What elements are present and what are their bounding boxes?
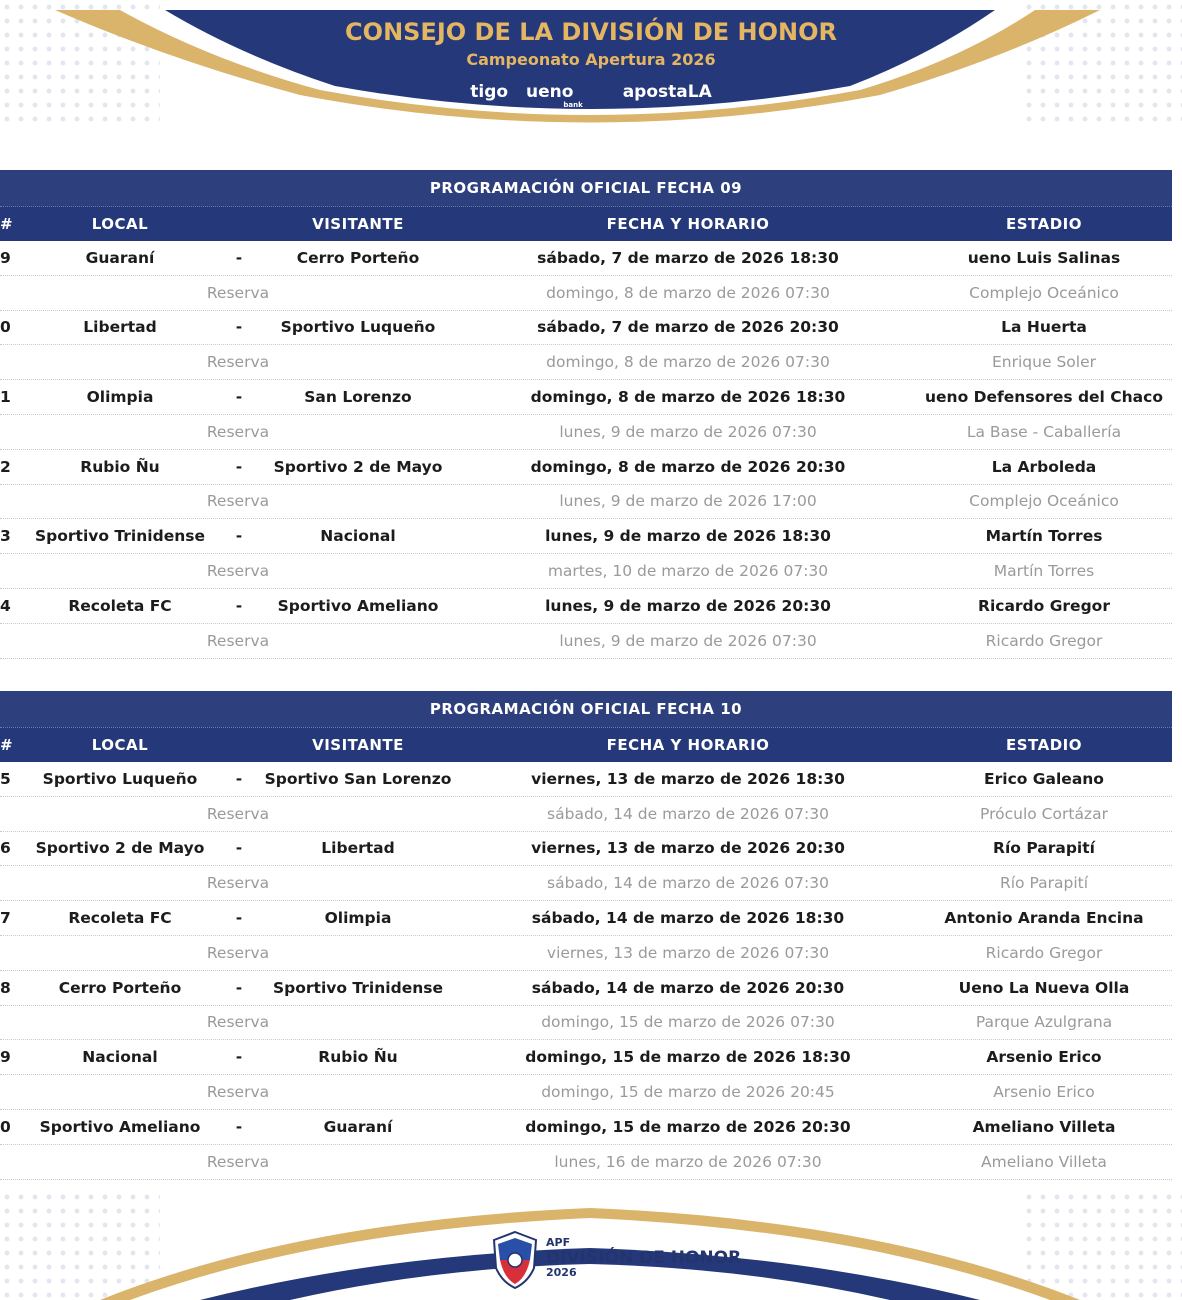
match-number: 6 (0, 839, 11, 858)
reserve-datetime: domingo, 15 de marzo de 2026 20:45 (541, 1083, 835, 1102)
reserve-datetime: domingo, 8 de marzo de 2026 07:30 (546, 353, 830, 372)
reserve-row (0, 797, 1172, 832)
table-header (0, 206, 1172, 241)
col-header-fecha: FECHA Y HORARIO (606, 215, 770, 233)
schedule-section-fecha-10 (0, 691, 1172, 1180)
match-number: 2 (0, 457, 11, 476)
reserve-label: Reserva (206, 1013, 270, 1032)
reserve-stadium: Ricardo Gregor (985, 631, 1103, 650)
match-row (0, 589, 1172, 624)
vs-separator: - (235, 596, 243, 615)
reserve-datetime: martes, 10 de marzo de 2026 07:30 (547, 562, 829, 581)
match-row (0, 519, 1172, 554)
reserve-row (0, 866, 1172, 901)
local-team: Guaraní (85, 248, 155, 267)
local-team: Rubio Ñu (80, 457, 160, 476)
match-stadium: ueno Defensores del Chaco (925, 388, 1163, 407)
reserve-row (0, 1075, 1172, 1110)
reserve-row (0, 485, 1172, 520)
col-header-num: # (0, 736, 14, 754)
reserve-datetime: lunes, 9 de marzo de 2026 17:00 (559, 492, 817, 511)
reserve-datetime: sábado, 14 de marzo de 2026 07:30 (547, 804, 829, 823)
visiting-team: San Lorenzo (304, 388, 412, 407)
col-header-estadio: ESTADIO (1005, 736, 1082, 754)
match-number: 9 (0, 248, 11, 267)
match-datetime: sábado, 14 de marzo de 2026 18:30 (531, 909, 845, 928)
col-header-local: LOCAL (91, 736, 149, 754)
reserve-row (0, 624, 1172, 659)
local-team: Libertad (83, 318, 157, 337)
match-row (0, 971, 1172, 1006)
match-datetime: lunes, 9 de marzo de 2026 18:30 (545, 527, 831, 546)
reserve-stadium: Enrique Soler (992, 353, 1096, 372)
footer-year: 2026 (546, 1266, 577, 1279)
col-header-visitante: VISITANTE (312, 736, 404, 754)
reserve-stadium: Martín Torres (993, 562, 1095, 581)
reserve-datetime: domingo, 15 de marzo de 2026 07:30 (541, 1013, 835, 1032)
match-number: 5 (0, 769, 11, 788)
reserve-label: Reserva (206, 804, 270, 823)
visiting-team: Rubio Ñu (318, 1048, 398, 1067)
match-stadium: ueno Luis Salinas (967, 248, 1121, 267)
reserve-stadium: Complejo Oceánico (969, 492, 1119, 511)
local-team: Sportivo 2 de Mayo (35, 839, 205, 858)
reserve-stadium: Próculo Cortázar (980, 804, 1108, 823)
match-row (0, 901, 1172, 936)
sponsor-logos (0, 82, 1182, 109)
reserve-label: Reserva (206, 1083, 270, 1102)
visiting-team: Libertad (321, 839, 395, 858)
match-stadium: Arsenio Erico (986, 1048, 1102, 1067)
vs-separator: - (235, 318, 243, 337)
sponsor-logo-ueno: ueno (525, 82, 574, 102)
reserve-row (0, 936, 1172, 971)
vs-separator: - (235, 388, 243, 407)
vs-separator: - (235, 1117, 243, 1136)
reserve-row (0, 1006, 1172, 1041)
local-team: Recoleta FC (68, 909, 172, 928)
reserve-label: Reserva (206, 283, 270, 302)
match-row (0, 1110, 1172, 1145)
reserve-stadium: La Base - Caballería (966, 422, 1122, 441)
reserve-datetime: viernes, 13 de marzo de 2026 07:30 (546, 943, 830, 962)
reserve-stadium: Parque Azulgrana (975, 1013, 1113, 1032)
match-number: 8 (0, 978, 11, 997)
vs-separator: - (235, 978, 243, 997)
reserve-row (0, 415, 1172, 450)
section-title: PROGRAMACIÓN OFICIAL FECHA 09 (0, 170, 1172, 206)
match-number: 1 (0, 388, 11, 407)
footer-banner-shape (0, 1180, 1182, 1300)
vs-separator: - (235, 248, 243, 267)
section-title: PROGRAMACIÓN OFICIAL FECHA 10 (0, 691, 1172, 727)
match-datetime: domingo, 15 de marzo de 2026 20:30 (525, 1117, 851, 1136)
match-number: 7 (0, 909, 11, 928)
page-subtitle: Campeonato Apertura 2026 (466, 50, 716, 69)
match-number: 0 (0, 1117, 11, 1136)
page-title: CONSEJO DE LA DIVISIÓN DE HONOR (345, 18, 837, 46)
match-datetime: domingo, 8 de marzo de 2026 18:30 (530, 388, 846, 407)
visiting-team: Cerro Porteño (296, 248, 420, 267)
reserve-label: Reserva (206, 422, 270, 441)
reserve-stadium: Complejo Oceánico (969, 283, 1119, 302)
reserve-stadium: Arsenio Erico (993, 1083, 1095, 1102)
visiting-team: Nacional (320, 527, 396, 546)
reserve-datetime: lunes, 9 de marzo de 2026 07:30 (559, 422, 817, 441)
reserve-label: Reserva (206, 943, 270, 962)
match-datetime: sábado, 7 de marzo de 2026 18:30 (537, 248, 839, 267)
reserve-label: Reserva (206, 631, 270, 650)
reserve-row (0, 554, 1172, 589)
reserve-label: Reserva (206, 353, 270, 372)
match-datetime: sábado, 7 de marzo de 2026 20:30 (537, 318, 839, 337)
match-number: 9 (0, 1048, 11, 1067)
match-stadium: La Huerta (1001, 318, 1087, 337)
footer-banner (0, 1180, 1182, 1300)
match-datetime: viernes, 13 de marzo de 2026 20:30 (531, 839, 845, 858)
local-team: Sportivo Ameliano (39, 1117, 201, 1136)
local-team: Sportivo Luqueño (42, 769, 198, 788)
vs-separator: - (235, 909, 243, 928)
table-body (0, 241, 1172, 659)
match-row (0, 311, 1172, 346)
vs-separator: - (235, 839, 243, 858)
reserve-datetime: domingo, 8 de marzo de 2026 07:30 (546, 283, 830, 302)
match-row (0, 450, 1172, 485)
match-stadium: Ameliano Villeta (972, 1117, 1116, 1136)
col-header-fecha: FECHA Y HORARIO (606, 736, 770, 754)
local-team: Cerro Porteño (58, 978, 182, 997)
match-number: 4 (0, 596, 11, 615)
table-body (0, 762, 1172, 1180)
schedule-section-fecha-09 (0, 170, 1172, 659)
visiting-team: Sportivo San Lorenzo (264, 769, 452, 788)
sponsor-logo-ueno-bank: bank (563, 101, 583, 109)
reserve-label: Reserva (206, 562, 270, 581)
match-stadium: La Arboleda (991, 457, 1097, 476)
local-team: Sportivo Trinidense (35, 527, 205, 546)
vs-separator: - (235, 1048, 243, 1067)
match-stadium: Martín Torres (985, 527, 1103, 546)
local-team: Recoleta FC (68, 596, 172, 615)
match-datetime: domingo, 8 de marzo de 2026 20:30 (530, 457, 846, 476)
reserve-row (0, 276, 1172, 311)
match-datetime: domingo, 15 de marzo de 2026 18:30 (525, 1048, 851, 1067)
match-stadium: Ricardo Gregor (978, 596, 1110, 615)
footer-apf: APF (546, 1236, 571, 1249)
visiting-team: Olimpia (324, 909, 392, 928)
match-stadium: Antonio Aranda Encina (944, 909, 1144, 928)
reserve-label: Reserva (206, 874, 270, 893)
match-stadium: Ueno La Nueva Olla (958, 978, 1130, 997)
reserve-stadium: Río Parapití (999, 874, 1089, 893)
reserve-label: Reserva (206, 492, 270, 511)
match-row (0, 762, 1172, 797)
table-header (0, 727, 1172, 762)
col-header-num: # (0, 215, 14, 233)
visiting-team: Sportivo 2 de Mayo (273, 457, 443, 476)
reserve-datetime: lunes, 16 de marzo de 2026 07:30 (554, 1152, 822, 1171)
reserve-datetime: lunes, 9 de marzo de 2026 07:30 (559, 631, 817, 650)
apf-shield-icon (490, 1230, 540, 1290)
visiting-team: Sportivo Luqueño (280, 318, 436, 337)
match-stadium: Erico Galeano (984, 769, 1104, 788)
match-datetime: viernes, 13 de marzo de 2026 18:30 (531, 769, 845, 788)
visiting-team: Sportivo Ameliano (277, 596, 439, 615)
reserve-label: Reserva (206, 1152, 270, 1171)
col-header-estadio: ESTADIO (1005, 215, 1082, 233)
reserve-row (0, 1145, 1172, 1180)
match-number: 3 (0, 527, 11, 546)
col-header-visitante: VISITANTE (312, 215, 404, 233)
match-datetime: lunes, 9 de marzo de 2026 20:30 (545, 596, 831, 615)
visiting-team: Sportivo Trinidense (273, 978, 443, 997)
match-row (0, 380, 1172, 415)
match-row (0, 832, 1172, 867)
reserve-datetime: sábado, 14 de marzo de 2026 07:30 (547, 874, 829, 893)
local-team: Olimpia (86, 388, 154, 407)
match-row (0, 241, 1172, 276)
visiting-team: Guaraní (323, 1117, 393, 1136)
match-row (0, 1040, 1172, 1075)
footer-division: DIVISIÓN DE HONOR (546, 1248, 742, 1268)
match-stadium: Río Parapití (993, 839, 1095, 858)
vs-separator: - (235, 527, 243, 546)
header-banner (0, 0, 1182, 140)
vs-separator: - (235, 457, 243, 476)
match-datetime: sábado, 14 de marzo de 2026 20:30 (531, 978, 845, 997)
reserve-stadium: Ricardo Gregor (985, 943, 1103, 962)
match-number: 0 (0, 318, 11, 337)
col-header-local: LOCAL (91, 215, 149, 233)
reserve-stadium: Ameliano Villeta (981, 1152, 1107, 1171)
sponsor-logo-tigo: tigo (470, 82, 509, 102)
vs-separator: - (235, 769, 243, 788)
sponsor-logo-aposta: apostaLA (622, 82, 712, 102)
local-team: Nacional (82, 1048, 158, 1067)
reserve-row (0, 345, 1172, 380)
